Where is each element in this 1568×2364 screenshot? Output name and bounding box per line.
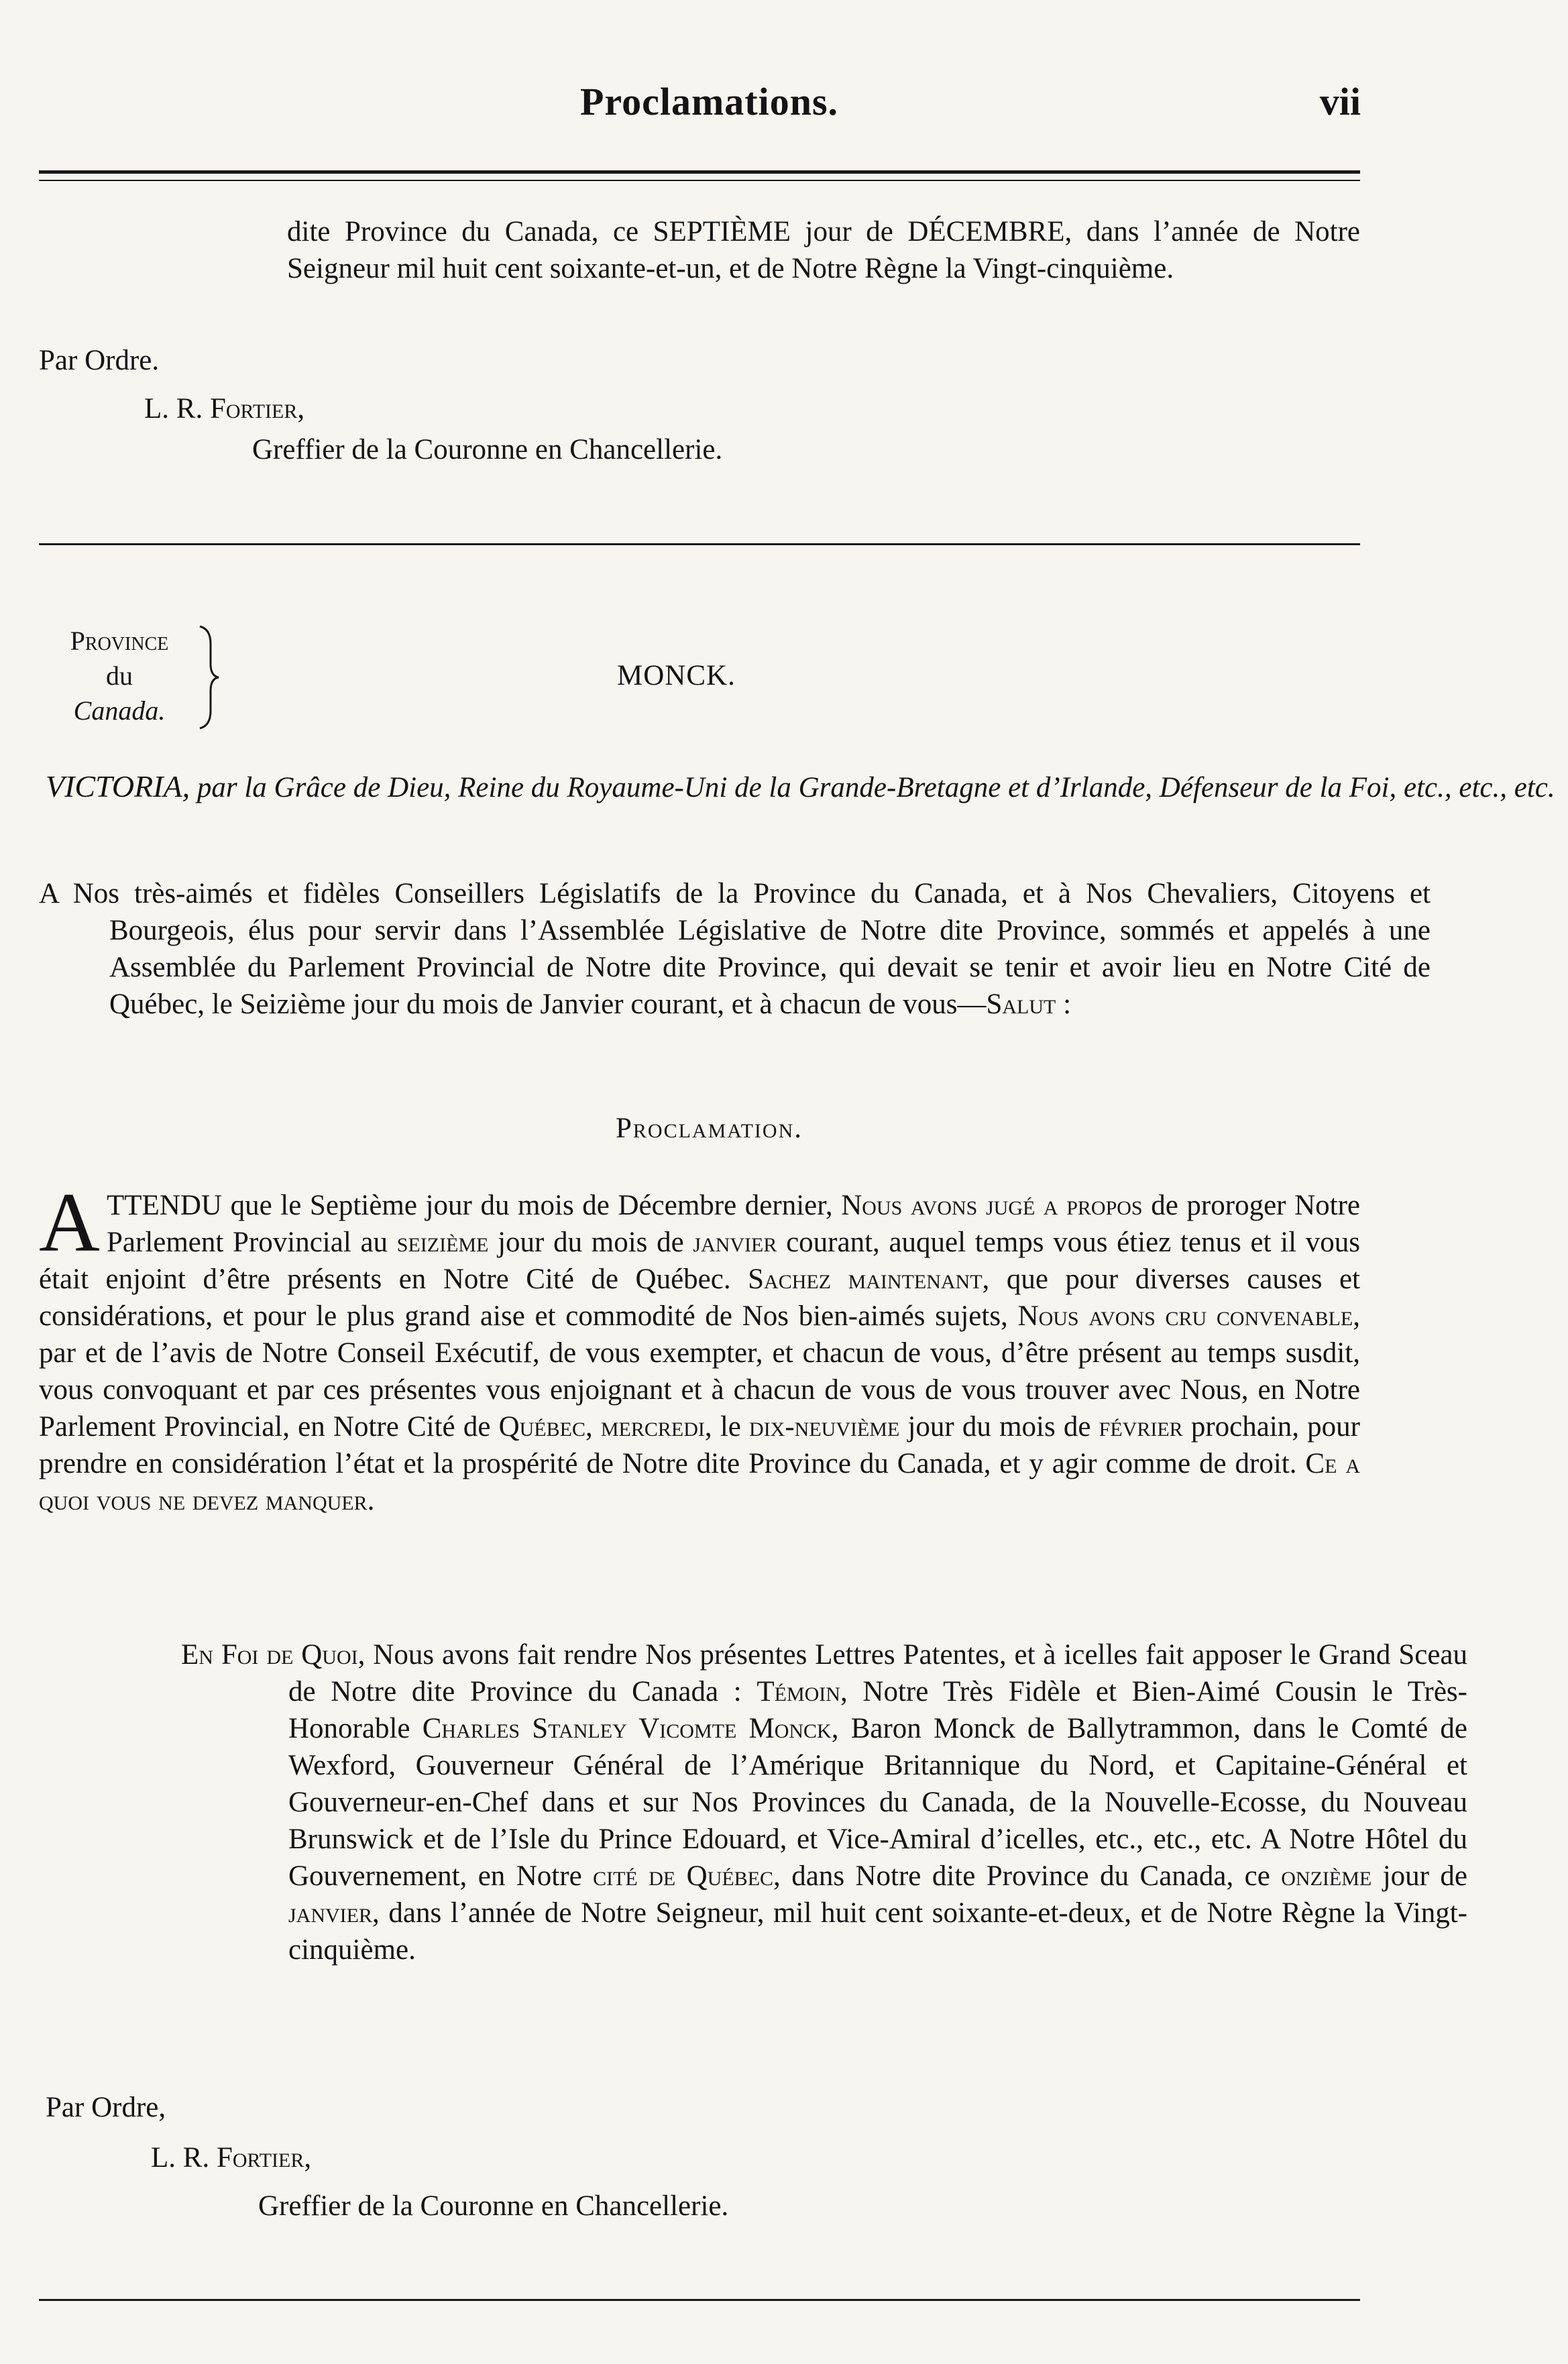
- previous-signatory: L. R. Fortier,: [144, 393, 305, 425]
- header-rule-thin: [39, 180, 1360, 181]
- previous-par-ordre: Par Ordre.: [39, 345, 160, 376]
- province-label-line2: du: [106, 661, 133, 691]
- testimony-smallcaps-2: Témoin,: [757, 1676, 848, 1707]
- body-text-9: prochain, pour prendre en considération l’état et la prospérité de Notre dite Province du Canada, et y agir comme de droit.: [39, 1411, 1360, 1479]
- previous-office: Greffier de la Couronne en Chancellerie.: [252, 434, 723, 465]
- body-smallcaps-5: Nous avons cru convenable,: [1017, 1300, 1360, 1332]
- testimony-text-2: Notre Très Fidèle et Bien-Aimé Cousin le Très-Honorable: [288, 1676, 1467, 1744]
- testimony-smallcaps-6: janvier,: [288, 1897, 380, 1929]
- body-text-1: TTENDU que le Septième jour du mois de Décembre dernier,: [107, 1190, 842, 1221]
- body-smallcaps-2: seizième: [396, 1227, 489, 1258]
- salut: Salut :: [986, 989, 1072, 1020]
- testimony-smallcaps-5: onzième: [1281, 1860, 1372, 1892]
- previous-closing: dite Province du Canada, ce SEPTIÈME jour de DÉCEMBRE, dans l’année de Notre Seigneur mil huit cent soixante-et-un, et de Notre Règne la Vingt-cinquième.: [287, 216, 1360, 284]
- body-smallcaps-8: février: [1099, 1411, 1183, 1443]
- body-smallcaps-6: Québec, mercredi,: [498, 1411, 712, 1443]
- body-text-4: courant, auquel temps vous étiez tenus et il vous était enjoint d’être présents en Notre Cité de Québec.: [39, 1227, 1361, 1295]
- body-smallcaps-3: janvier: [693, 1227, 777, 1258]
- body-text-8: jour du mois de: [899, 1411, 1099, 1443]
- royal-style: [46, 768, 1568, 806]
- testimony-smallcaps-1: En Foi de Quoi,: [181, 1639, 366, 1671]
- signatory-office: Greffier de la Couronne en Chancellerie.: [258, 2190, 729, 2222]
- par-ordre: Par Ordre,: [46, 2092, 166, 2123]
- testimony-text-4: dans Notre dite Province du Canada, ce: [780, 1860, 1282, 1892]
- body-smallcaps-1: Nous avons jugé a propos: [841, 1190, 1143, 1221]
- body-smallcaps-4: Sachez maintenant,: [748, 1263, 990, 1295]
- victoria-titles: par la Grâce de Dieu, Reine du Royaume-Uni de la Grande-Bretagne et d’Irlande, Défenseur de la Foi, etc., etc., etc.: [197, 772, 1555, 803]
- testimony-smallcaps-4: cité de Québec,: [593, 1860, 781, 1892]
- running-head-title: Proclamations.: [579, 80, 839, 123]
- page-number: vii: [1319, 80, 1361, 123]
- province-label: [39, 624, 200, 728]
- governor-name: MONCK.: [617, 660, 736, 691]
- testimony-text-5: jour de: [1371, 1860, 1467, 1892]
- victoria-name: VICTORIA,: [46, 769, 190, 803]
- proclamation-body: [39, 1176, 1361, 1519]
- body-text-2: de proroger Notre Parlement Provincial au: [107, 1190, 1360, 1258]
- body-smallcaps-9: Ce a quoi vous ne devez manquer.: [39, 1448, 1360, 1516]
- testimony-text-1: Nous avons fait rendre Nos présentes Lettres Patentes, et à icelles fait apposer le Grand Sceau de Notre dite Province du Canada :: [288, 1639, 1467, 1707]
- brace-icon: [196, 624, 223, 731]
- address-text: A Nos très-aimés et fidèles Conseillers Législatifs de la Province du Canada, et à Nos Chevaliers, Citoyens et Bourgeois, élus pour servir dans l’Assemblée Législative de Notre dite Province, sommés et appelés à une Assemblée du Parlement Provincial de Notre dite Province, qui devait se tenir et avoir lieu en Notre Cité de Québec, le Seizième jour du mois de Janvier courant, et à chacun de vous—: [39, 878, 1431, 1020]
- drop-cap: A: [39, 1176, 100, 1270]
- signatory: L. R. Fortier,: [151, 2142, 312, 2174]
- proclamation-heading: Proclamation.: [616, 1113, 803, 1144]
- address-paragraph: [39, 875, 1431, 1023]
- testimony-clause: [181, 1636, 1467, 1968]
- section-divider: [39, 543, 1360, 545]
- body-text-3: jour du mois de: [488, 1227, 693, 1258]
- header-rule-thick: [39, 170, 1360, 174]
- body-text-5: que pour diverses causes et considérations, et pour le plus grand aise et commodité de Nos bien-aimés sujets,: [39, 1263, 1360, 1332]
- body-text-6: par et de l’avis de Notre Conseil Exécutif, de vous exempter, et chacun de vous, d’être présent au temps susdit, vous convoquant et par ces présentes vous enjoignant et à chacun de vous de vous trouver avec Nous, en Notre Parlement Provincial, en Notre Cité de: [39, 1337, 1360, 1443]
- province-label-line1: Province: [70, 626, 169, 656]
- body-smallcaps-7: dix-neuvième: [749, 1411, 900, 1443]
- testimony-text-3: Baron Monck de Ballytrammon, dans le Comté de Wexford, Gouverneur Général de l’Amérique Britannique du Nord, et Capitaine-Général et Gouverneur-en-Chef dans et sur Nos Provinces du Canada, de la Nouvelle-Ecosse, du Nouveau Brunswick et de l’Isle du Prince Edouard, et Vice-Amiral d’icelles, etc., etc., etc. A Notre Hôtel du Gouvernement, en Notre: [288, 1713, 1467, 1892]
- testimony-text-6: dans l’année de Notre Seigneur, mil huit cent soixante-et-deux, et de Notre Règne la Vingt-cinquième.: [288, 1897, 1467, 1966]
- footer-rule: [39, 2299, 1360, 2301]
- body-text-7: le: [712, 1411, 750, 1443]
- testimony-smallcaps-3: Charles Stanley Vicomte Monck,: [422, 1713, 839, 1744]
- province-label-line3: Canada.: [73, 695, 166, 726]
